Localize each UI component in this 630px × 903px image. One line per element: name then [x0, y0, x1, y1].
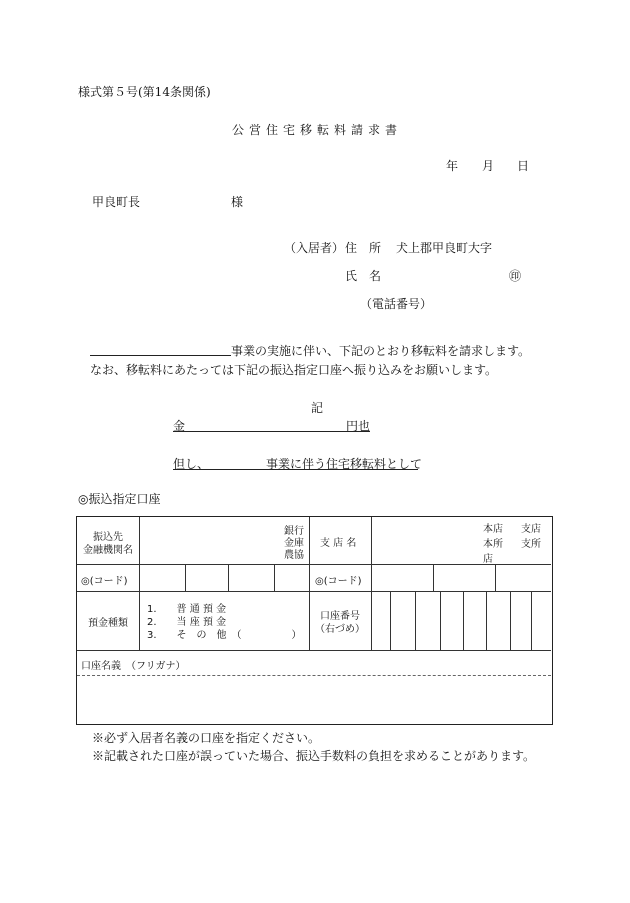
amount-suffix: 円也 — [346, 419, 371, 433]
account-number-label-1: 口座番号 — [320, 611, 360, 622]
address-value: 犬上郡甲良町大字 — [396, 241, 493, 255]
bank-type-kinko: 金庫 — [284, 538, 304, 549]
bank-label-1: 振込先 — [93, 532, 123, 543]
branch-type-shisho: 支所 — [521, 539, 541, 550]
record-heading: 記 — [311, 401, 324, 415]
branch-code-label: ◎(コード) — [315, 576, 362, 587]
name-label: 氏 名 — [345, 269, 382, 283]
address-label: 住 所 — [345, 241, 382, 255]
date-day-label: 日 — [517, 159, 530, 173]
branch-type-honten: 本店 — [483, 524, 503, 535]
phone-label: （電話番号） — [360, 297, 433, 311]
date-year-label: 年 — [446, 159, 459, 173]
account-table — [76, 516, 553, 725]
deposit-option-other[interactable]: 3. そ の 他 （ ） — [147, 630, 302, 641]
account-number-label-2: （右づめ） — [315, 624, 365, 635]
form-number: 様式第５号(第14条関係) — [78, 85, 211, 99]
proviso-prefix: 但し、 — [173, 457, 210, 471]
account-section-title: ◎振込指定口座 — [78, 492, 161, 506]
proviso-suffix: 事業に伴う住宅移転料として — [266, 457, 423, 471]
addressee-name: 甲良町長 — [92, 195, 141, 209]
branch-label: 支 店 名 — [320, 538, 357, 549]
note-2: ※記載された口座が誤っていた場合、振込手数料の負担を求めることがあります。 — [92, 749, 536, 763]
addressee-honorific: 様 — [231, 195, 244, 209]
bank-name-field[interactable] — [143, 521, 283, 561]
account-name-field[interactable] — [81, 679, 546, 719]
branch-type-ten: 店 — [483, 554, 493, 565]
page-title: 公営住宅移転料請求書 — [232, 123, 403, 137]
deposit-option-checking[interactable]: 2. 当 座 預 金 — [147, 617, 227, 628]
body-line-2: なお、移転料にあたっては下記の振込指定口座へ振り込みをお願いします。 — [90, 363, 498, 377]
bank-type-ginko: 銀行 — [284, 526, 304, 537]
date-month-label: 月 — [482, 159, 495, 173]
seal-icon: ㊞ — [509, 269, 522, 283]
branch-name-field[interactable] — [375, 521, 475, 561]
deposit-type-label: 預金種類 — [88, 618, 128, 629]
bank-type-nokyo: 農協 — [284, 550, 304, 561]
account-name-label: 口座名義 （フリガナ） — [81, 661, 186, 672]
applicant-role-label: （入居者） — [284, 241, 345, 255]
amount-underline[interactable] — [173, 431, 370, 432]
body-line-1: 事業の実施に伴い、下記のとおり移転料を請求します。 — [231, 344, 531, 358]
amount-prefix: 金 — [173, 419, 186, 433]
note-1: ※必ず入居者名義の口座を指定ください。 — [92, 731, 321, 745]
bank-label-2: 金融機関名 — [83, 545, 133, 556]
bank-code-label: ◎(コード) — [81, 576, 128, 587]
branch-type-honsho: 本所 — [483, 539, 503, 550]
proviso-underline[interactable] — [173, 469, 418, 470]
branch-type-shiten: 支店 — [521, 524, 541, 535]
deposit-option-regular[interactable]: 1. 普 通 預 金 — [147, 604, 227, 615]
project-name-blank[interactable] — [90, 355, 231, 356]
